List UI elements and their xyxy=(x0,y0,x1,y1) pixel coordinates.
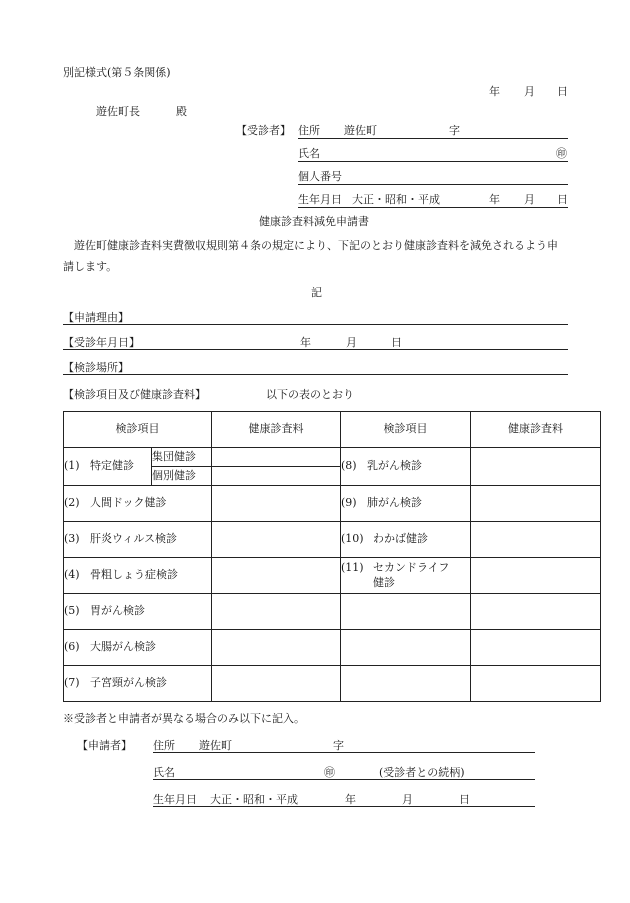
fee-cell-2[interactable] xyxy=(212,486,341,522)
form-number: 別記様式(第５条関係) xyxy=(63,66,171,79)
place-field[interactable] xyxy=(63,374,568,375)
date-month-label: 月 xyxy=(524,85,535,98)
header-item-right: 検診項目 xyxy=(341,412,471,448)
applicant-town: 遊佐町 xyxy=(199,739,232,752)
examinee-mynumber-field[interactable] xyxy=(298,184,568,185)
row-item-4: (4) 骨粗しょう症検診 xyxy=(64,558,212,594)
examinee-town: 遊佐町 xyxy=(344,124,377,137)
fee-cell-7[interactable] xyxy=(212,666,341,702)
row-subitem-group: 集団健診 xyxy=(152,448,212,467)
honorific: 殿 xyxy=(176,105,187,118)
examinee-eras: 大正・昭和・平成 xyxy=(352,193,440,206)
applicant-birth-month: 月 xyxy=(402,793,413,806)
header-fee-right: 健康診査料 xyxy=(471,412,601,448)
header-item-left: 検診項目 xyxy=(64,412,212,448)
empty-item-cell xyxy=(341,666,471,702)
examinee-seal: ㊞ xyxy=(556,147,567,160)
row-item-2: (2) 人間ドック健診 xyxy=(64,486,212,522)
applicant-relation: (受診者との続柄) xyxy=(379,766,465,779)
applicant-aza: 字 xyxy=(333,739,344,752)
fee-cell-10[interactable] xyxy=(471,522,601,558)
examinee-birth-field[interactable] xyxy=(298,207,568,208)
addressee: 遊佐町長 xyxy=(96,105,140,118)
fee-cell-6[interactable] xyxy=(212,630,341,666)
row-item-5: (5) 胃がん検診 xyxy=(64,594,212,630)
exam-date-label: 【受診年月日】 xyxy=(63,336,140,349)
row-subitem-individual: 個別健診 xyxy=(152,467,212,486)
exam-table xyxy=(63,411,601,702)
empty-fee-cell xyxy=(471,666,601,702)
examinee-name-label: 氏名 xyxy=(298,147,320,160)
row-item-11: (11) セカンドライフ 健診 xyxy=(341,558,471,594)
row-item-9: (9) 肺がん検診 xyxy=(341,486,471,522)
fee-cell-individual[interactable] xyxy=(212,467,341,486)
examinee-birth-label: 生年月日 xyxy=(298,193,342,206)
fee-cell-9[interactable] xyxy=(471,486,601,522)
fee-cell-5[interactable] xyxy=(212,594,341,630)
fee-cell-4[interactable] xyxy=(212,558,341,594)
row-item-1: (1) 特定健診 xyxy=(64,448,152,486)
exam-date-year: 年 xyxy=(300,336,311,349)
exam-date-month: 月 xyxy=(346,336,357,349)
examinee-birth-month: 月 xyxy=(524,193,535,206)
applicant-address-label: 住所 xyxy=(153,739,175,752)
fee-cell-11[interactable] xyxy=(471,558,601,594)
empty-fee-cell xyxy=(471,630,601,666)
empty-item-cell xyxy=(341,594,471,630)
applicant-seal: ㊞ xyxy=(324,766,335,779)
empty-fee-cell xyxy=(471,594,601,630)
ki-heading: 記 xyxy=(311,286,322,299)
examinee-aza: 字 xyxy=(449,124,460,137)
examinee-mynumber-label: 個人番号 xyxy=(298,170,342,183)
examinee-birth-day: 日 xyxy=(557,193,568,206)
body-text-line2: 請します。 xyxy=(63,260,118,273)
row-item-7: (7) 子宮頸がん検診 xyxy=(64,666,212,702)
applicant-note: ※受診者と申請者が異なる場合のみ以下に記入。 xyxy=(63,712,305,725)
row-item-10: (10) わかば健診 xyxy=(341,522,471,558)
applicant-name-label: 氏名 xyxy=(153,766,175,779)
examinee-address-label: 住所 xyxy=(298,124,320,137)
examinee-name-field[interactable] xyxy=(298,161,568,162)
applicant-birth-label: 生年月日 xyxy=(153,793,197,806)
applicant-birth-year: 年 xyxy=(345,793,356,806)
exam-date-day: 日 xyxy=(391,336,402,349)
applicant-eras: 大正・昭和・平成 xyxy=(210,793,298,806)
applicant-birth-field[interactable] xyxy=(153,806,535,807)
applicant-name-field[interactable] xyxy=(153,779,535,780)
reason-label: 【申請理由】 xyxy=(63,311,129,324)
applicant-address-field[interactable] xyxy=(153,752,535,753)
date-day-label: 日 xyxy=(557,85,568,98)
applicant-label: 【申請者】 xyxy=(77,739,132,752)
examinee-address-field[interactable] xyxy=(298,138,568,139)
examinee-birth-year: 年 xyxy=(489,193,500,206)
place-label: 【検診場所】 xyxy=(63,361,129,374)
fee-cell-group[interactable] xyxy=(212,448,341,467)
reason-field[interactable] xyxy=(63,324,568,325)
exam-date-field[interactable] xyxy=(63,349,568,350)
row-item-3: (3) 肝炎ウィルス検診 xyxy=(64,522,212,558)
row-item-6: (6) 大腸がん検診 xyxy=(64,630,212,666)
fee-cell-3[interactable] xyxy=(212,522,341,558)
header-fee-left: 健康診査料 xyxy=(212,412,341,448)
items-label: 【検診項目及び健康診査料】 xyxy=(63,388,206,401)
empty-item-cell xyxy=(341,630,471,666)
examinee-label: 【受診者】 xyxy=(236,124,291,137)
date-year-label: 年 xyxy=(489,85,500,98)
fee-cell-8[interactable] xyxy=(471,448,601,486)
items-note: 以下の表のとおり xyxy=(266,388,354,401)
document-title: 健康診査料減免申請書 xyxy=(259,215,369,228)
body-text-line1: 遊佐町健康診査料実費徴収規則第４条の規定により、下記のとおり健康診査料を減免されるよう申 xyxy=(74,239,558,252)
applicant-birth-day: 日 xyxy=(459,793,470,806)
row-item-8: (8) 乳がん検診 xyxy=(341,448,471,486)
